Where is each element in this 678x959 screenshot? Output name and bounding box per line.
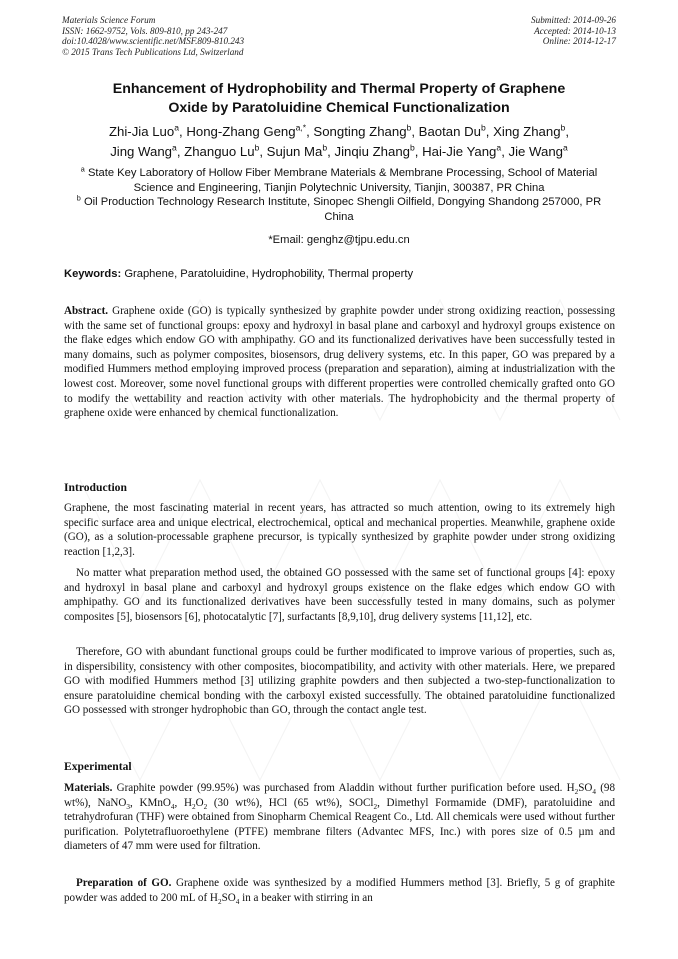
title-line-2: Oxide by Paratoluidine Chemical Functionalization	[168, 100, 510, 116]
corresponding-email: *Email: genghz@tjpu.edu.cn	[268, 234, 410, 246]
author-name: Hong-Zhang Geng	[186, 124, 296, 139]
intro-paragraph-1: Graphene, the most fascinating material in recent years, has attracted so much attention, owing to its extremely high specific surface area and unique electrical, electrochemical, optical and mechanical properties. Meanwhile, graphene oxide (GO), as a solution-processable graphene precursor, is typically synthesized by graphite powder under strong oxidizing reaction [1,2,3].	[64, 502, 615, 558]
materials-text: (30 wt%), HCl (65 wt%), SOCl	[207, 796, 374, 809]
materials-text: , Dimethyl Formamide (DMF), paratoluidine and tetrahydrofuran (THF) were obtained from Sinopharm Chemical Reagent Co., Ltd. All chemicals were used without further purification. Polytetrafluoroethylene (PTFE) membrane filters (Advantec MFS, Inc.) with pores size of 0.5 µm and diameters of 47 mm were used for filtration.	[64, 796, 615, 853]
affiliation-mark: a	[80, 164, 85, 174]
accepted-date: Accepted: 2014-10-13	[534, 25, 616, 36]
author-affil-mark: b	[410, 142, 415, 153]
subscript: 4	[170, 802, 175, 811]
paper-title	[62, 80, 616, 118]
journal-name: Materials Science Forum	[62, 15, 156, 25]
materials-label: Materials.	[64, 782, 113, 794]
author-affil-mark: b	[480, 122, 486, 133]
materials-text: , KMnO	[130, 796, 171, 809]
affiliation-text: State Key Laboratory of Hollow Fiber Membrane Materials & Membrane Processing, School of Material Science and Engineering, Tianjin Polytechnic University, Tianjin, 300387, PR China	[87, 167, 598, 194]
materials-text: Graphite powder (99.95%) was purchased from Aladdin without further purification before used. H	[116, 782, 575, 794]
author-name: Zhi-Jia Luo	[108, 124, 175, 139]
submitted-date: Submitted: 2014-09-26	[531, 15, 616, 25]
keywords-text: Graphene, Paratoluidine, Hydrophobility, Thermal property	[124, 268, 414, 280]
author-affil-mark: a	[496, 142, 502, 153]
subscript: 2	[574, 788, 579, 797]
author-name: Jing Wang	[110, 144, 173, 159]
author-name: Sujun Ma	[266, 144, 323, 159]
preparation-paragraph	[64, 876, 615, 905]
author-affil-mark: b	[322, 142, 328, 153]
online-date: Online: 2014-12-17	[542, 36, 616, 47]
author-line-1: Zhi-Jia Luo$^a$, Hong-Zhang Geng$^{a,*}$, Songting Zhang$^b$, Baotan Du$^b$, Xing Zhang$^b$,	[108, 122, 569, 139]
keywords	[64, 267, 616, 281]
doi-line: doi:10.4028/www.scientific.net/MSF.809-810.243	[62, 36, 245, 47]
preparation-text: SO	[221, 891, 236, 904]
subscript: 2	[203, 802, 208, 811]
affiliation-mark: b	[76, 193, 81, 203]
author-name: Jie Wang	[508, 144, 563, 159]
subscript: 3	[126, 802, 131, 811]
preparation-text: Graphene oxide was synthesized by a modified Hummers method [3]. Briefly, 5 g of graphite powder was added to 200 mL of H	[64, 877, 615, 904]
materials-text: SO	[578, 782, 593, 794]
materials-paragraph	[64, 781, 615, 854]
author-name: Songting Zhang	[313, 124, 407, 139]
subscript: 4	[592, 788, 597, 797]
materials-text: , H	[174, 796, 192, 809]
subscript: 2	[373, 802, 378, 811]
journal-info	[62, 15, 244, 57]
subscript: 2	[217, 897, 222, 906]
subscript: 4	[235, 897, 240, 906]
author-list	[60, 122, 618, 162]
affiliation-a	[72, 166, 606, 195]
author-affil-mark: a,*	[295, 122, 307, 133]
author-line-2: Jing Wang$^a$, Zhanguo Lu$^b$, Sujun Ma$^b$, Jinqiu Zhang$^b$, Hai-Jie Yang$^a$, Jie Wang$^a$	[110, 142, 568, 159]
author-affil-mark: a	[172, 142, 177, 153]
author-affil-mark: a	[174, 122, 180, 133]
materials-text: O	[195, 796, 204, 809]
abstract	[64, 304, 615, 421]
author-name: Xing Zhang	[493, 124, 561, 139]
dates-info	[531, 15, 616, 47]
author-affil-mark: b	[254, 142, 260, 153]
preparation-text: in a beaker with stirring in an	[239, 891, 373, 904]
abstract-text: Graphene oxide (GO) is typically synthesized by graphite powder under strong oxidizing reaction, possessing with the same set of functional groups: epoxy and hydroxyl in basal plane and carboxyl and hydroxyl groups existence on the flake edges which endow GO with amphipathy. GO and its functionalized derivatives have been successfully tested in many domains, such as polymer composites, biosensors, drug delivery systems, etc. In this paper, GO was prepared by a modified Hummers method employing improved process (preparation and separation), aiming at industrialization with the lowest cost. Moreover, some novel functional groups with different properties were controlled chemically grafted onto GO to modify the wettability and reaction activity with other materials. The hydrophobicity and the thermal property of graphene oxide were enhanced by chemical functionalization.	[64, 305, 615, 420]
abstract-label: Abstract.	[64, 305, 109, 317]
materials-text: (98 wt%), NaNO	[64, 782, 616, 809]
intro-paragraph-3: Therefore, GO with abundant functional groups could be further modificated to improve various of properties, such as, in dispersibility, consistency with other composites, biocompatibility, and activity with other materials. Here, we prepared GO with modified Hummers method [3] utilizing graphite powders and then subjected a two-step-functionalization to ensure paratoluidine chemical bonding with the carboxyl existed successfully. The obtained paratoluidine functionalized GO possessed with stronger hydrophobic than GO, through the contact angle test.	[64, 646, 615, 717]
title-line-1: Enhancement of Hydrophobility and Thermal Property of Graphene	[112, 81, 566, 97]
preparation-label: Preparation of GO.	[76, 877, 172, 889]
affiliation-b	[72, 195, 606, 224]
issn-line: ISSN: 1662-9752, Vols. 809-810, pp 243-247	[62, 25, 228, 36]
author-name: Hai-Jie Yang	[422, 144, 497, 159]
intro-paragraph-2: No matter what preparation method used, the obtained GO possessed with the same set of functional groups [4]: epoxy and hydroxyl in basal plane and carboxyl and hydroxyl groups existence on the flake edges which endow GO with amphipathy. GO and its functionalized derivatives have been successfully tested in many domains, such as polymer composites [5], biosensors [6], photocatalytic [7], surfactants [8,9,10], drug delivery systems [11,12], etc.	[64, 567, 615, 623]
author-affil-mark: a	[563, 142, 568, 153]
author-affil-mark: b	[406, 122, 412, 133]
author-name: Zhanguo Lu	[184, 144, 255, 159]
copyright-line: © 2015 Trans Tech Publications Ltd, Switzerland	[62, 46, 244, 57]
affiliation-text: Oil Production Technology Research Institute, Sinopec Shengli Oilfield, Dongying Shandong 257000, PR China	[83, 196, 602, 223]
experimental-heading: Experimental	[64, 760, 132, 773]
author-name: Jinqiu Zhang	[334, 144, 410, 159]
author-name: Baotan Du	[418, 124, 481, 139]
keywords-label: Keywords:	[64, 268, 122, 280]
introduction-heading: Introduction	[64, 481, 127, 494]
subscript: 2	[191, 802, 196, 811]
author-affil-mark: b	[560, 122, 566, 133]
